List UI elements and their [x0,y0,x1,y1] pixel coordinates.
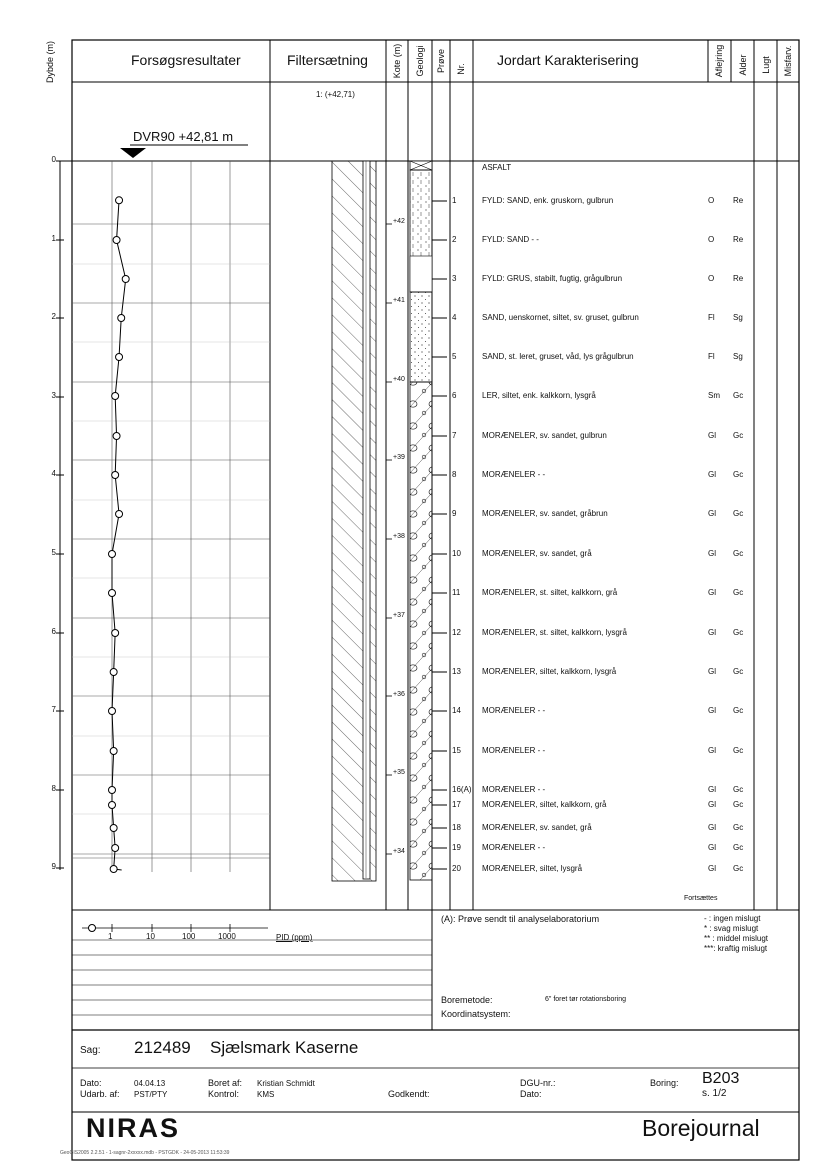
pid-point [112,393,119,400]
sample-alder: Re [733,196,744,205]
udarb-value: PST/PTY [134,1090,168,1099]
sample-description: FYLD: SAND - - [482,235,539,244]
sample-description: LER, siltet, enk. kalkkorn, lysgrå [482,391,596,400]
pid-point [109,708,116,715]
pid-point [110,748,117,755]
dgu-label: DGU-nr.: [520,1078,556,1088]
lugt-legend-item: ***: kraftig mislugt [704,944,768,953]
sample-aflejring: Gl [708,509,716,518]
sample-nr: 19 [452,843,461,852]
header-geologi: Geologi [415,45,425,77]
sample-nr: 10 [452,549,461,558]
sample-aflejring: Sm [708,391,720,400]
sample-aflejring: O [708,235,715,244]
page-number: s. 1/2 [702,1088,727,1099]
depth-tick-label: 2 [51,312,56,322]
sample-alder: Gc [733,667,744,676]
sample-description: MORÆNELER, st. siltet, kalkkorn, grå [482,588,618,597]
pid-point [118,315,125,322]
sample-nr: 18 [452,823,461,832]
dvr90-label: DVR90 +42,81 m [133,129,234,144]
sag-number: 212489 [134,1038,191,1057]
header-lugt: Lugt [761,56,771,74]
sample-alder: Gc [733,391,744,400]
koordinatsystem-label: Koordinatsystem: [441,1009,511,1019]
document-title: Borejournal [642,1115,760,1141]
sample-nr: 11 [452,588,461,597]
sample-alder: Sg [733,313,743,322]
boret-label: Boret af: [208,1078,243,1088]
kote-tick-label: +37 [393,611,405,619]
kontrol-label: Kontrol: [208,1089,240,1099]
sample-description: MORÆNELER, siltet, kalkkorn, lysgrå [482,667,617,676]
boremetode-value: 6" foret tør rotationsboring [545,996,627,1003]
sample-description: MORÆNELER - - [482,470,546,479]
sample-alder: Gc [733,470,744,479]
sample-nr: 3 [452,274,457,283]
godkendt-label: Godkendt: [388,1089,430,1099]
sample-nr: 20 [452,864,461,873]
pid-point [116,354,123,361]
depth-tick-label: 8 [51,783,56,793]
sample-aflejring: Gl [708,628,716,637]
kote-tick-label: +42 [393,218,405,225]
pid-curve [109,197,130,873]
sample-alder: Gc [733,706,744,715]
header-kote: Kote (m) [392,43,402,79]
legend-pid-label: PID (ppm) [276,933,313,942]
legend-tick-1: 1 [108,932,113,941]
header-alder: Alder [738,54,748,76]
sample-alder: Gc [733,823,744,832]
sample-description: SAND, st. leret, gruset, våd, lys grågulbrun [482,352,634,361]
boring-label: Boring: [650,1078,679,1088]
depth-tick-label: 3 [51,390,56,400]
note-analyse: (A): Prøve sendt til analyselaboratorium [441,914,600,924]
pid-point [110,825,117,832]
kote-tick-label: +36 [393,690,405,698]
sample-aflejring: Fl [708,352,715,361]
lugt-legend-item: * : svag mislugt [704,924,759,933]
sample-nr: 1 [452,196,457,205]
sample-description: MORÆNELER, sv. sandet, gulbrun [482,431,607,440]
pid-point [113,237,120,244]
pid-point [122,276,129,283]
pid-point [110,669,117,676]
sample-alder: Gc [733,431,744,440]
sample-description: FYLD: SAND, enk. gruskorn, gulbrun [482,196,614,205]
kote-tick-label: +35 [393,769,405,777]
dato-value: 04.04.13 [134,1079,166,1088]
sample-aflejring: Gl [708,470,716,479]
pid-point [113,433,120,440]
kote-tick-label: +34 [393,848,405,855]
source-footer: GeoGIS2005 2.2.51 - 1-sagnr-2xxxxx.mdb - PSTGDK - 24-05-2013 11:53:39 [60,1150,230,1156]
sample-aflejring: Gl [708,431,716,440]
sample-alder: Gc [733,864,744,873]
sample-nr: 12 [452,628,461,637]
kontrol-value: KMS [257,1090,275,1099]
depth-tick-label: 7 [51,705,56,715]
lugt-legend-item: ** : middel mislugt [704,934,769,943]
sample-alder: Gc [733,588,744,597]
pid-point [109,802,116,809]
sample-alder: Sg [733,352,743,361]
fortsaettes: Fortsættes [684,895,718,902]
niras-logo: NIRAS [86,1113,181,1143]
sample-aflejring: Fl [708,313,715,322]
sample-description: MORÆNELER, sv. sandet, grå [482,823,592,832]
sample-description: MORÆNELER - - [482,843,546,852]
depth-tick-label: 4 [51,469,56,479]
legend-tick-100: 100 [182,932,196,941]
filter-pipe [363,161,370,879]
sample-nr: 16(A) [452,785,472,794]
sample-aflejring: Gl [708,549,716,558]
sample-nr: 6 [452,391,457,400]
sample-alder: Gc [733,785,744,794]
header-proeve: Prøve [436,49,446,74]
sag-label: Sag: [80,1045,101,1056]
pid-point [112,472,119,479]
header-filtersaetning: Filtersætning [287,52,368,68]
sample-description: MORÆNELER, siltet, lysgrå [482,864,583,873]
header-jordart: Jordart Karakterisering [497,52,639,68]
sample-aflejring: Gl [708,706,716,715]
boring-value: B203 [702,1070,740,1087]
sample-alder: Gc [733,746,744,755]
sample-alder: Re [733,274,744,283]
legend-tick-1000: 1000 [218,932,236,941]
sample-description: MORÆNELER - - [482,706,546,715]
boremetode-label: Boremetode: [441,995,493,1005]
sample-aflejring: Gl [708,823,716,832]
kote-tick-label: +39 [393,454,405,462]
sample-aflejring: Gl [708,785,716,794]
depth-tick-label: 9 [51,862,56,872]
header-aflejring: Aflejring [714,44,724,78]
sample-nr: 14 [452,706,461,715]
sample-nr: 4 [452,313,457,322]
filter-label: 1: (+42,71) [316,90,355,99]
pid-point [110,866,117,873]
sample-description: MORÆNELER, siltet, kalkkorn, grå [482,800,607,809]
pid-point [112,845,119,852]
pid-line [112,200,126,870]
pid-point [116,511,123,518]
sample-nr: 8 [452,470,457,479]
sample-alder: Re [733,235,744,244]
sample-aflejring: Gl [708,864,716,873]
sample-alder: Gc [733,628,744,637]
sample-aflejring: O [708,274,715,283]
header-forsoegsresultater: Forsøgsresultater [131,52,241,68]
sample-description: FYLD: GRUS, stabilt, fugtig, grågulbrun [482,274,623,283]
lugt-legend-item: - : ingen mislugt [704,914,761,923]
sample-description: MORÆNELER, st. siltet, kalkkorn, lysgrå [482,628,627,637]
sample-nr: 9 [452,509,457,518]
sample-alder: Gc [733,549,744,558]
sample-nr: 7 [452,431,457,440]
sample-aflejring: Gl [708,843,716,852]
sample-alder: Gc [733,843,744,852]
dato2-label: Dato: [520,1089,542,1099]
geology-column [410,161,432,880]
sample-description: MORÆNELER - - [482,785,546,794]
sample-description: MORÆNELER - - [482,746,546,755]
kote-tick-label: +41 [393,296,405,304]
header-dybde: Dybde (m) [45,40,55,83]
depth-tick-label: 1 [51,233,56,243]
sample-nr: 15 [452,746,461,755]
kote-tick-label: +40 [393,375,405,383]
sample-aflejring: Gl [708,588,716,597]
sample-alder: Gc [733,800,744,809]
depth-tick-label: 0 [51,155,56,164]
sample-nr: 13 [452,667,461,676]
legend-tick-10: 10 [146,932,155,941]
header-nr: Nr. [456,63,466,75]
header-misfarv: Misfarv. [783,45,793,77]
depth-tick-label: 6 [51,626,56,636]
boret-value: Kristian Schmidt [257,1079,315,1088]
sample-description: ASFALT [482,163,512,172]
sample-aflejring: Gl [708,746,716,755]
lugt-legend [704,914,768,954]
pid-point [112,630,119,637]
sample-aflejring: O [708,196,715,205]
sample-description: MORÆNELER, sv. sandet, gråbrun [482,509,608,518]
sample-aflejring: Gl [708,667,716,676]
pid-point [109,590,116,597]
udarb-label: Udarb. af: [80,1089,120,1099]
sample-description: SAND, uenskornet, siltet, sv. gruset, gulbrun [482,313,639,322]
sample-nr: 2 [452,235,457,244]
kote-tick-label: +38 [393,533,405,540]
sample-description: MORÆNELER, sv. sandet, grå [482,549,592,558]
depth-tick-label: 5 [51,548,56,557]
pid-point [109,551,116,558]
sample-nr: 5 [452,352,457,361]
sample-alder: Gc [733,509,744,518]
sample-aflejring: Gl [708,800,716,809]
pid-point [109,787,116,794]
sample-nr: 17 [452,800,461,809]
dato-label: Dato: [80,1078,102,1088]
sag-name: Sjælsmark Kaserne [210,1038,359,1057]
pid-point [116,197,123,204]
